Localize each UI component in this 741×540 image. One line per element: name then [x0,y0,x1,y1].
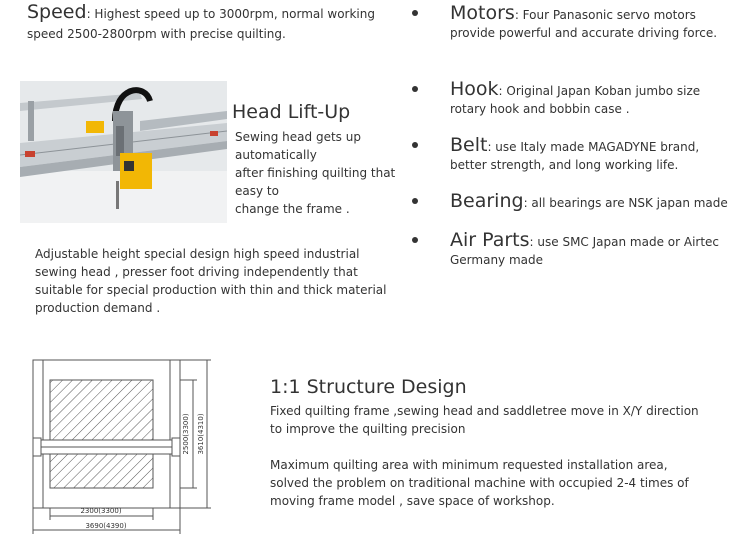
speed-paragraph [27,2,387,44]
feature-text: : Original Japan Koban jumbo size rotary hook and bobbin case . [450,84,701,116]
structure-drawing [25,358,225,536]
head-lift-line: change the frame . [235,202,350,216]
structure-title: 1:1 Structure Design [270,376,467,398]
dim-inner-height-label: 2500(3300) [182,413,190,455]
head-lift-line: after finishing quilting that [235,166,396,180]
dim-outer-width-label: 3690(4390) [85,522,127,530]
dim-inner-width-label: 2300(3300) [80,507,122,515]
bullet-icon [412,198,418,204]
feature-title: Belt [450,134,488,156]
feature-title: Motors [450,2,515,24]
bullet-icon [412,10,418,16]
feature-title: Hook [450,78,499,100]
head-lift-text [235,128,400,218]
structure-paragraph-1: Fixed quilting frame ,sewing head and saddletree move in X/Y direction to improve the quilting precision [270,404,699,436]
structure-paragraph-2: Maximum quilting area with minimum requested installation area, solved the problem on traditional machine with occupied 2-4 times of moving frame model , save space of workshop. [270,458,689,508]
feature-text: : all bearings are NSK japan made [523,196,728,210]
dim-outer-height-label: 3610(4310) [197,413,205,455]
bullet-icon [412,142,418,148]
feature-text: : Four Panasonic servo motors provide powerful and accurate driving force. [450,8,718,40]
feature-title: Air Parts [450,229,530,251]
head-lift-line: automatically [235,148,317,162]
speed-text: : Highest speed up to 3000rpm, normal working speed 2500-2800rpm with precise quilting. [27,7,375,41]
bullet-icon [412,86,418,92]
head-lift-title: Head Lift-Up [232,101,351,123]
adjustable-head-paragraph: Adjustable height special design high speed industrial sewing head , presser foot driving independently that suitable for special production with thin and thick material production demand . [35,247,387,315]
feature-text: : use SMC Japan made or Airtec Germany made [450,235,720,267]
head-lift-line: easy to [235,184,279,198]
quilting-machine-photo [20,81,227,223]
head-lift-line: Sewing head gets up [235,130,361,144]
structure-diagram [25,358,225,536]
speed-title: Speed [27,1,87,23]
quilting-machine-illustration [20,81,227,223]
feature-title: Bearing [450,190,524,212]
feature-text: : use Italy made MAGADYNE brand, better strength, and long working life. [450,140,700,172]
bullet-icon [412,237,418,243]
